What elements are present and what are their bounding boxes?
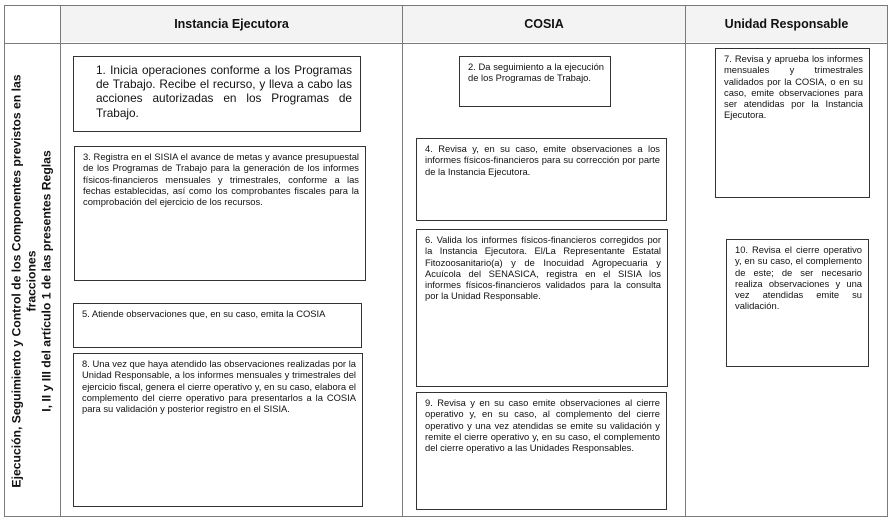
step-9-box: 9. Revisa y en su caso emite observaciones al cierre operativo y, en su caso, al complemento del cierre operativo y una vez atendidas se emite su validación y remite el cierre operativo y, en su caso, el complemento del cierre operativo a las Unidades Responsables.: [416, 392, 667, 510]
column-divider-cosia: [685, 5, 686, 517]
step-1-box: 1. Inicia operaciones conforme a los Programas de Trabajo. Recibe el recurso, y lleva a cabo las acciones autorizadas en los Programas de Trabajo.: [73, 56, 361, 132]
column-divider-side: [60, 5, 61, 517]
step-6-box: 6. Valida los informes físicos-financieros corregidos por la Instancia Ejecutora. El/La Representante Estatal Fitozoosanitario(a) y de Inocuidad Agropecuaria y Acuícola del SENASICA, registra en el SISIA los informes físicos-financieros validados para la consulta por la Unidad Responsable.: [416, 229, 668, 387]
step-10-box: 10. Revisa el cierre operativo y, en su caso, el complemento de este; de ser necesario realiza observaciones y una vez atendidas emite su validación.: [726, 239, 869, 367]
side-label: [4, 44, 60, 517]
side-label-line2: I, II y III del artículo 1 de las presentes Reglas: [39, 149, 54, 412]
step-5-box: 5. Atiende observaciones que, en su caso, emita la COSIA: [73, 303, 362, 348]
step-2-box: 2. Da seguimiento a la ejecución de los Programas de Trabajo.: [459, 56, 611, 107]
header-divider: [4, 43, 888, 44]
side-label-line1: Ejecución, Seguimiento y Control de los Componentes previstos en las fracciones: [9, 73, 39, 488]
step-7-box: 7. Revisa y aprueba los informes mensuales y trimestrales validados por la COSIA, o en su caso, emite observaciones para ser atendidas por la Instancia Ejecutora.: [715, 48, 870, 198]
header-unidad-responsable: Unidad Responsable: [686, 6, 887, 42]
step-8-box: 8. Una vez que haya atendido las observaciones realizadas por la Unidad Responsable, a los informes mensuales y trimestrales del ejercicio fiscal, genera el cierre operativo y, en su caso, elabora el complemento del cierre operativo para presentarlos a la COSIA para su validación y posterior registro en el SISIA.: [73, 353, 363, 507]
column-divider-executing: [402, 5, 403, 517]
header-instancia-ejecutora: Instancia Ejecutora: [61, 6, 402, 42]
step-4-box: 4. Revisa y, en su caso, emite observaciones a los informes físicos-financieros para su corrección por parte de la Instancia Ejecutora.: [416, 138, 667, 221]
step-3-box: 3. Registra en el SISIA el avance de metas y avance presupuestal de los Programas de Trabajo para la generación de los informes físicos-financieros mensuales y trimestrales, conforme a las fechas establecidas, así como los comprobantes fiscales para la comprobación del ejercicio de los recursos.: [74, 146, 366, 281]
header-cosia: COSIA: [403, 6, 685, 42]
